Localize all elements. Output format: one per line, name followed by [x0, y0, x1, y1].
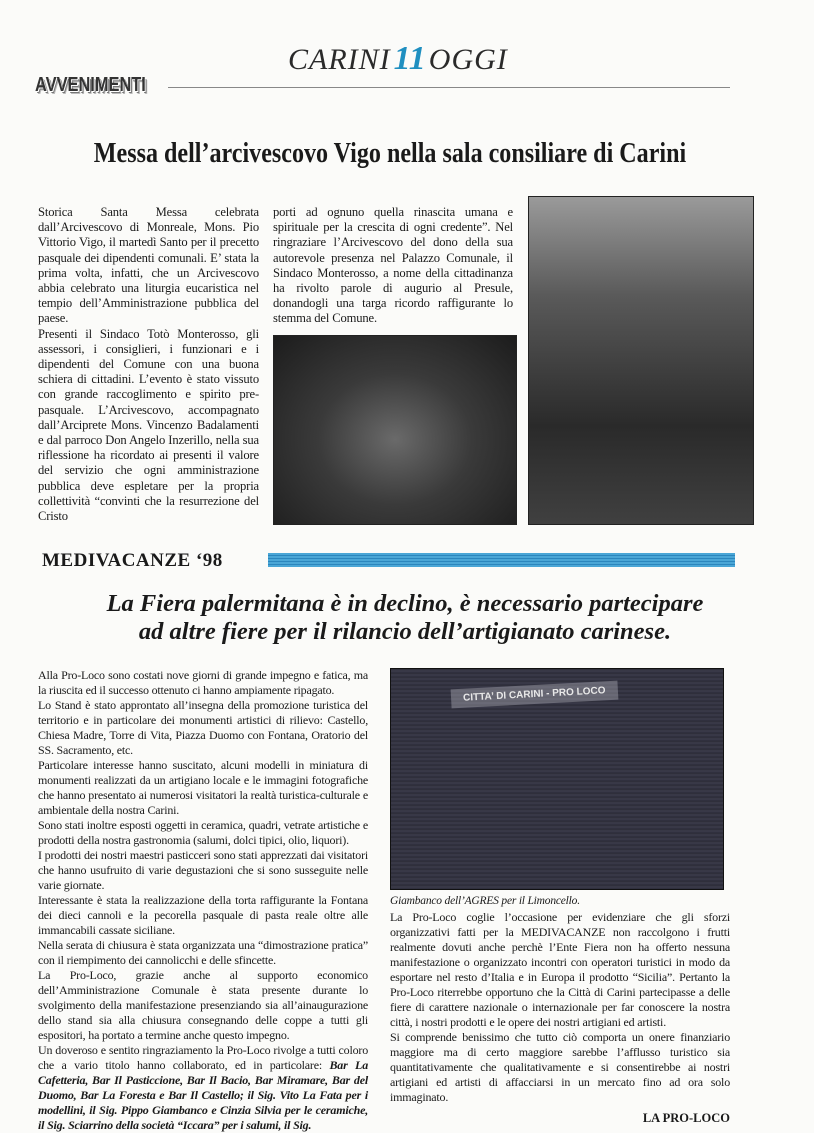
headline-line: ad altre fiere per il rilancio dell’artigianato carinese.	[138, 618, 672, 645]
photo-archbishop-group	[273, 335, 517, 525]
article2-left-column	[38, 668, 368, 1133]
paragraph: Lo Stand è stato approntato all’insegna della promozione turistica del territorio e in particolare dei monumenti artistici di rilievo: Castello, Chiesa Madre, Torre di Vita, Piazza Duomo con Fontana, Oratorio del SS. Sacramento, etc.	[38, 698, 368, 757]
signature: LA PRO-LOCO	[642, 1111, 730, 1125]
thanks-list: Bar La Cafetteria, Bar Il Pasticcione, Bar Il Bacio, Bar Miramare, Bar del Duomo, Bar La Foresta e Bar Il Castello; il Sig. Vito La Fata per i modellini, il Sig. Pippo Giambanco e Cinzia Silvia per le ceramiche, il Sig. Sciarrino della società “Iccara” per i salumi, il Sig.	[38, 1058, 368, 1132]
photo-caption: Giambanco dell’AGRES per il Limoncello.	[390, 895, 580, 907]
section-bar	[268, 553, 735, 567]
paragraph: Interessante è stata la realizzazione della torta raffigurante la Fontana dei dieci cannoli e la pecorella pasquale di pasta reale oltre alle immancabili cassate siciliane.	[38, 893, 368, 937]
article1-column1	[38, 205, 259, 524]
thanks-text: Un doveroso e sentito ringraziamento la Pro-Loco rivolge a tutti coloro che a vario titolo hanno collaborato, ed in particolare:	[38, 1043, 368, 1072]
paragraph: Nella serata di chiusura è stata organizzata una “dimostrazione pratica” con il riempimento dei cannolicchi e delle sfincette.	[38, 938, 368, 967]
masthead-logo	[288, 40, 508, 84]
logo-text-right: OGGI	[428, 43, 508, 76]
section-medivacanze: MEDIVACANZE ‘98	[42, 550, 223, 571]
paragraph: Presenti il Sindaco Totò Monterosso, gli assessori, i consiglieri, i funzionari e i dipendenti del Comune con una buona schiera di cittadini. L’evento è stato vissuto con grande raccoglimento e spirito pre-pasquale. L’Arcivescovo, accompagnato dall’Arciprete Mons. Vincenzo Badalamenti e dal parroco Don Angelo Inzerillo, nella sua riflessione ha ricordato ai presenti il valore del servizio che ogni amministrazione pubblica deve espletare per la propria collettività “convinti che la resurrezione del Cristo	[38, 326, 259, 524]
header-rule	[168, 87, 730, 88]
paragraph: Si comprende benissimo che tutto ciò comporta un onere finanziario maggiore ma di certo maggiore sarebbe l’afflusso turistico sia quantitativamente che qualitativamente e si consentirebbe ai nostri artigiani ed artisti di affacciarsi in un mercato fino ad ora solo immaginato.	[390, 1030, 730, 1104]
headline-line: La Fiera palermitana è in declino, è necessario partecipare	[106, 590, 704, 617]
article2-headline	[40, 590, 770, 646]
article1-headline: Messa dell’arcivescovo Vigo nella sala consiliare di Carini	[93, 138, 687, 169]
article2-right-column	[390, 894, 730, 1126]
paragraph: La Pro-Loco coglie l’occasione per evidenziare che gli sforzi organizzativi fatti per la MEDIVACANZE non raccolgono i frutti realmente dovuti anche perchè l’Ente Fiera non ha offerto nessuna manifestazione o organizzato incontri con operatori turistici in modo da esportare nel resto d’Italia e in Europa il prodotto “Sicilia”. Pertanto la Pro-Loco riterrebbe opportuno che la Città di Carini partecipasse a delle fiere di carattere nazionale o internazionale per far conoscere la nostra città, i nostri prodotti e le opere dei nostri artigiani ed artisti.	[390, 910, 730, 1029]
paragraph: porti ad ognuno quella rinascita umana e spirituale per la crescita di ogni credente”. Nel ringraziare l’Arcivescovo del dono della sua autorevole presenza nel Palazzo Comunale, il Sindaco Monterosso, a nome della cittadinanza ha rivolto parole di augurio al Presule, donandogli una targa ricordo raffigurante lo stemma del Comune.	[273, 205, 513, 326]
paragraph: Storica Santa Messa celebrata dall’Arcivescovo di Monreale, Mons. Pio Vittorio Vigo, il martedì Santo per il precetto pasquale dei dipendenti comunali. E’ stata la prima volta, infatti, che un Arcivescovo abbia celebrato una liturgia eucaristica nel tempio dell’Amministrazione pubblica del paese.	[38, 205, 259, 326]
logo-text-left: CARINI	[288, 43, 391, 76]
paragraph: La Pro-Loco, grazie anche al supporto economico dell’Amministrazione Comunale è stata presente durante lo svolgimento della manifestazione presenziando sia all’ainaugurazione dello stand sia alla chiusura consegnando delle coppe a tutti gli espositori, ha portato a termine anche questo impegno.	[38, 968, 368, 1042]
paragraph: Alla Pro-Loco sono costati nove giorni di grande impegno e fatica, ma la riuscita ed il successo ottenuto ci hanno ampiamente ripagato.	[38, 668, 368, 697]
section-label: AVVENIMENTI	[35, 74, 146, 96]
article1-column2	[273, 205, 513, 327]
paragraph: Particolare interesse hanno suscitato, alcuni modelli in miniatura di monumenti realizzati da un artigiano locale e le immagini fotografiche che hanno presentato ai numerosi visitatori la realtà turistica-culturale e ambientale della nostra Carini.	[38, 758, 368, 817]
stand-sign: CITTA’ DI CARINI - PRO LOCO	[451, 681, 618, 709]
paragraph: I prodotti dei nostri maestri pasticceri sono stati apprezzati dai visitatori che hanno usufruito di varie degustazioni che si sono susseguite nelle varie giornate.	[38, 848, 368, 892]
photo-stand	[390, 668, 724, 890]
paragraph: Sono stati inoltre esposti oggetti in ceramica, quadri, vetrate artistiche e prodotti della nostra gastronomia (salumi, dolci tipici, olio, liquori).	[38, 818, 368, 847]
logo-number: 11	[393, 40, 426, 77]
photo-archbishop-mayor	[528, 196, 754, 525]
